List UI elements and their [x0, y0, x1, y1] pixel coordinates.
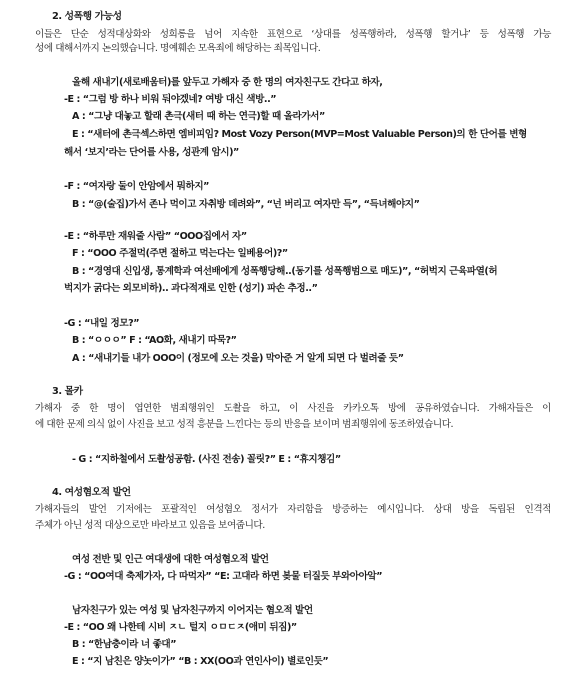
- section-heading: 2. 성폭행 가능성: [52, 11, 122, 22]
- quote-line: 올해 새내기(새로배움터)를 앞두고 가해자 중 한 명의 여자친구도 간다고 하자,: [72, 77, 383, 88]
- section-intro-line: 가해자 중 한 명이 엽연한 범죄행위인 도촬을 하고, 이 사진을 카카오톡 방에 공유하였습니다. 가해자들은 이: [35, 403, 551, 414]
- section-intro-line: 가해자들의 발언 기저에는 포괄적인 여성혐오 정서가 자리함을 방증하는 예시입니다. 상대 방을 독립된 인격적: [35, 504, 551, 515]
- quote-line: B : “한남충이라 너 좋대”: [72, 639, 177, 650]
- section-heading: 3. 몰카: [52, 386, 83, 397]
- section-intro-line: 이들은 단순 성적대상화와 성희롱을 넘어 지속한 표현으로 ‘상대를 성폭행하라, 성폭행 할거냐’ 등 성폭행 가능: [35, 29, 551, 40]
- quote-line: - G : “지하철에서 도촬성공함. (사진 전송) 꼴릿?” E : “휴지챙김”: [72, 454, 341, 465]
- section-heading: 4. 여성혐오적 발언: [52, 487, 131, 498]
- quote-line: -G : “OO여대 축제가자, 다 따먹자” “E: 고대라 하면 봊물 터질듯 부와아아앜”: [64, 571, 383, 582]
- section-intro-line: 주체가 아닌 성적 대상으로만 바라보고 있음을 보여줍니다.: [35, 520, 265, 531]
- quote-line: A : “그냥 대놓고 할래 촌극(새터 때 하는 연극)할 때 올라가서”: [72, 111, 325, 122]
- quote-line: -E : “그럼 방 하나 비워 둬야겠네? 여방 대신 색방..”: [64, 94, 277, 105]
- quote-line: 해서 ‘보지’라는 단어를 사용, 성관계 암시)”: [64, 147, 239, 158]
- quote-line: F : “OOO 주절먹(주면 절하고 먹는다는 일베용어)?”: [72, 248, 288, 259]
- quote-line: B : “경영대 신입생, 통계학과 여선배에게 성폭행당해..(동기를 성폭행범으로 매도)”, “허벅지 근육파열(허: [72, 266, 498, 277]
- quote-line: E : “지 남친은 양놋이가” “B : XX(OO과 연인사이) 별로인듯”: [72, 656, 329, 667]
- quote-line: 여성 전반 및 인근 여대생에 대한 여성혐오적 발언: [72, 554, 269, 565]
- quote-line: A : “새내기들 내가 OOO이 (정모에 오는 것을) 막아준 거 알게 되면 다 벌려줄 듯”: [72, 353, 404, 364]
- quote-line: B : “ㅇㅇㅇ” F : “AO화, 새내기 따묵?”: [72, 335, 237, 346]
- section-intro-line: 성에 대해서까지 논의했습니다. 명예훼손 모욕죄에 해당하는 죄목입니다.: [35, 43, 321, 54]
- quote-line: -F : “여자랑 둘이 안암에서 뭐하지”: [64, 181, 209, 192]
- quote-line: -E : “하루만 재워줄 사람” “OOO집에서 자”: [64, 231, 247, 242]
- quote-line: -G : “내일 정모?”: [64, 318, 140, 329]
- section-intro-line: 에 대한 문제 의식 없이 사진을 보고 성적 흥분을 느낀다는 등의 반응을 보이며 범죄행위에 동조하였습니다.: [35, 419, 454, 430]
- quote-line: -E : “OO 왜 나한테 시비 ㅈㄴ 털지 ㅇㅁㄷㅈ(애미 뒤짐)”: [64, 622, 297, 633]
- quote-line: 벅지가 굵다는 외모비하).. 과다적재로 인한 (성기) 파손 추정..”: [64, 283, 318, 294]
- quote-line: 남자친구가 있는 여성 및 남자친구까지 이어지는 혐오적 발언: [72, 605, 313, 616]
- quote-line: B : “@(술집)가서 존나 먹이고 자취방 데려와”, “넌 버리고 여자만 득”, “득녀해야지”: [72, 199, 420, 210]
- quote-line: E : “새터에 촌극섹스하면 엠비피임? Most Vozy Person(MVP=Most Valuable Person)의 한 단어를 변형: [72, 129, 527, 140]
